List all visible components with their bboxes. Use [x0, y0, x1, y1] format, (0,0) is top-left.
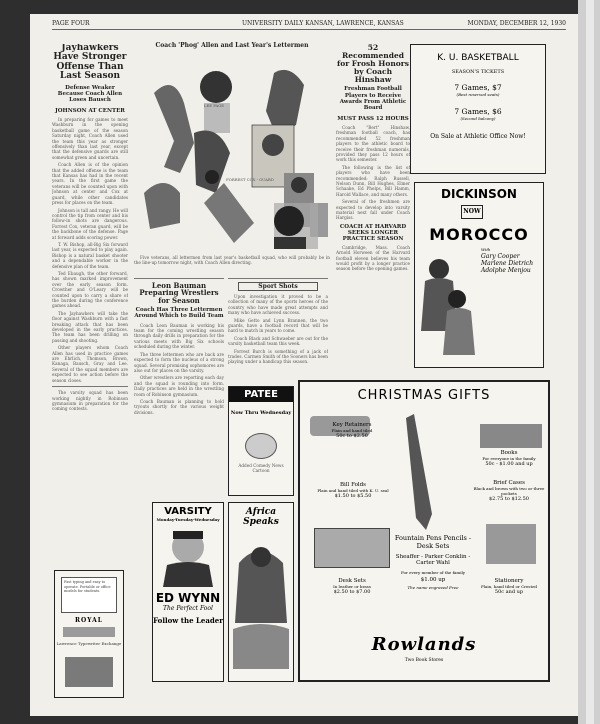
page-date: MONDAY, DECEMBER 12, 1930 [467, 20, 566, 27]
books-icon [480, 424, 542, 448]
paper-name: UNIVERSITY DAILY KANSAN, LAWRENCE, KANSAS [242, 20, 404, 27]
gift-brief-cases: Brief Cases Black and brown with two or three pockets $2.75 to $12.50 [473, 480, 545, 502]
patee-line: Now Thru Wednesday [230, 410, 292, 416]
newspaper-page [30, 14, 578, 716]
varsity-movie: Follow the Leader [153, 616, 223, 625]
christmas-title: CHRISTMAS GIFTS [357, 388, 491, 403]
varsity-name: VARSITY [164, 506, 212, 517]
basketball-subtitle: SEASON'S TICKETS [451, 69, 505, 75]
ad-typewriter [54, 570, 124, 698]
ad-africa-speaks [228, 502, 294, 682]
desk-set-icon [314, 528, 390, 568]
subhead-frosh: Freshman Football Players to Receive Awards From Athletic Board [339, 86, 407, 112]
article-body-wrestlers: Coach Leon Bauman is working his team for the coming wrestling season through daily drills in preparation for the various meets with Big Six schools scheduled during the winter. The three lettermen who are back are expected to form the nucleus of a strong squad. Several promising sophomores are also out for places on the varsity. Other wrestlers are reporting each day and the squad is rounding into form. Daily practices are held in the wrestling room of Robinson gymnasium. Coach Bauman is planning to hold tryouts shortly for the various weight divisions. [134, 322, 224, 415]
dickinson-now: NOW [461, 205, 483, 219]
typewriter-icon [65, 657, 113, 687]
africa-illustration [229, 533, 293, 673]
basketball-footer: On Sale at Athletic Office Now! [430, 133, 526, 140]
store-subtitle: Two Book Stores [404, 658, 444, 663]
photo-caption: Five veterans, all lettermen from last year's basketball squad, who will probably be in the line-up tomorrow night, with Coach Allen directing. [134, 255, 330, 266]
basketball-note2: (Second balcony) [460, 116, 496, 121]
typewriter-ad-text: Fast typing and easy to operate. Portable or office models for students. [61, 577, 117, 613]
gift-desk-sets: Desk Sets In leather or brass $2.50 to $7.00 [333, 578, 371, 595]
stationery-icon [486, 524, 536, 564]
patee-name: PATEE [229, 387, 293, 402]
scan-edge [578, 0, 600, 724]
varsity-days: Monday-Tuesday-Wednesday [156, 517, 220, 522]
gift-key-retainers: Key Retainers Plain and hand tiled 50c to $2.50 [331, 422, 373, 439]
patee-ad-text: Added Comedy News Cartoon [238, 463, 284, 474]
ad-christmas-gifts [298, 380, 550, 682]
dickinson-illustration [417, 249, 481, 359]
kicker-must-pass: MUST PASS 12 HOURS [337, 115, 409, 122]
gift-books: Books For everyone in the family 50c - $1.00 and up [482, 450, 536, 467]
africa-title: Africa Speaks [243, 507, 279, 527]
column-frosh-honors [336, 44, 410, 374]
ad-patee-theater [228, 386, 294, 496]
store-logo: Rowlands [371, 634, 477, 655]
headline-jayhawkers: Jayhawkers Have Stronger Offense Than Last Season [53, 44, 127, 82]
page-header [52, 18, 566, 30]
dickinson-stars: Gary Cooper Marlene Dietrich Adolphe Menjou [481, 253, 534, 274]
ad-varsity-theater [152, 502, 224, 682]
typewriter-shop: Lawrence Typewriter Exchange [56, 641, 122, 646]
page-number: PAGE FOUR [52, 20, 90, 27]
basketball-title: K. U. BASKETBALL [437, 53, 519, 63]
subhead-jayhawkers: Defense Weaker Because Coach Allen Loses Bausch [57, 84, 123, 104]
column-jayhawkers [52, 44, 128, 564]
dickinson-with: With [481, 247, 491, 252]
basketball-note1: (Best reserved seats) [456, 92, 500, 97]
headline-wrestlers: Leon Bauman Preparing Wrestlers for Season [139, 281, 219, 305]
photo-collage [134, 53, 330, 249]
article-body-note: The varsity squad has been working nightly in Robinson gymnasium in preparation for the coming contests. [52, 390, 128, 412]
varsity-title: The Perfect Fool [163, 605, 213, 612]
column-wrestlers [134, 278, 224, 502]
article-body-jayhawkers: In preparing for games to meet Washburn in the opening basketball game of the season Saturday night, Coach Allen used the team this year as stronger offensively than last year, except that the defensive guards are still somewhat green and uncertain. Coach Allen is of the opinion that the added offense is the team that Kansas has had in the recent years. In the first game the veterans will be counted upon with Johnson at center and Cox at guard, while other candidates press for places on the team. Johnson is tall and rangy. He will control the tip from center and his follow-in shots are dangerous. Forrest Cox, veteran guard, will be the backbone of the defense. Page at forward adds scoring power. T. W. Bishop, all-Big Six forward last year, is expected to play again. Bishop is a natural basket shooter and a dependable worker in the defensive plan of the team. Ted Ebaugh, the other forward, has shown marked improvement over the early season form. Crowther and O'Leary will be counted upon to carry a share of the burden during the conference games ahead. The Jayhawkers will take the floor against Washburn with a fast breaking attack that has been developed in the early practices. The team has been drilling on passing and shooting. Other players whom Coach Allen has used in practice games are Ehrlich, Thomson, Brown, Kanaga, Bausch, Gray and Lee. Several of the squad members are expected to see action before the season closes. [52, 117, 128, 383]
sport-shots-title: Sport Shots [238, 282, 318, 291]
ad-basketball-tickets [410, 44, 546, 174]
basketball-line1: 7 Games, $7 [454, 83, 502, 92]
subhead-wrestlers: Coach Has Three Lettermen Around Which to Build Team [134, 307, 224, 320]
varsity-star: ED WYNN [155, 591, 221, 605]
label-forrest-cox: FORREST COX - GUARD [226, 177, 274, 182]
typewriter-brand: ROYAL [75, 617, 103, 624]
article-body-sport-shots: Upon investigation it proved to be a collection of many of the sports heroes of the country who have made great attempts and many who have achieved success. Mike Getto and Lynn Brannen, the two guards, have a football record that will be hard to match in years to come. Coach Black and Schwaeber are out for the varsity basketball team this week. Forrest Burch is something of a jack of trades. Carmen Smith of the Sooners has been playing under a handicap this season. [228, 294, 328, 365]
kicker-johnson: JOHNSON AT CENTER [55, 107, 125, 114]
gift-stationery: Stationery Plain, hand tiled or Crested 50c and up [480, 578, 537, 595]
kicker-harvard: COACH AT HARVARD SEEKS LONGER PRACTICE SEASON [339, 223, 407, 243]
ad-dickinson-theater [414, 182, 544, 368]
article-body-harvard: Cambridge, Mass. Coach Arnold Horween of the Harvard football eleven believes his team would profit by a longer practice season before the opening games. [336, 244, 410, 272]
headline-frosh: 52 Recommended for Frosh Honors by Coach Hinshaw [337, 44, 409, 84]
article-body-frosh: Coach "Bert" Hinshaw, freshman football coach, has recommended 52 freshman players to the athletic board to receive their freshman numerals, provided they pass 12 hours of work this semester. The following is the list of players who have been recommended: Ralph Russell, Nelson Dunn, Bill Hughes, Elmer Schaake, Ed Phelps, Bill Hamm, Harold Wallace, and many others. Several of the freshmen are expected to develop into varsity material next fall under Coach Hargiss. [336, 124, 410, 221]
basketball-line2: 7 Games, $6 [454, 107, 502, 116]
gift-bill-folds: Bill Folds Plain and hand tiled with K. U. seal $1.50 to $5.50 [317, 482, 389, 499]
varsity-illustration [153, 525, 223, 587]
dickinson-name: DICKINSON [441, 187, 517, 201]
gift-fountain-pens: Fountain Pens Pencils - Desk Sets Sheaffer - Parker Conklin - Carter Wahl For every member of the family $1.00 up The name engraved Free [394, 534, 472, 590]
fountain-pen-icon [400, 414, 436, 532]
dickinson-movie: MOROCCO [429, 225, 529, 244]
photo-feature-allen [134, 42, 330, 274]
label-lee-page: LEE PAGE [203, 103, 225, 108]
photo-feature-title: Coach 'Phog' Allen and Last Year's Lettermen [155, 42, 309, 49]
